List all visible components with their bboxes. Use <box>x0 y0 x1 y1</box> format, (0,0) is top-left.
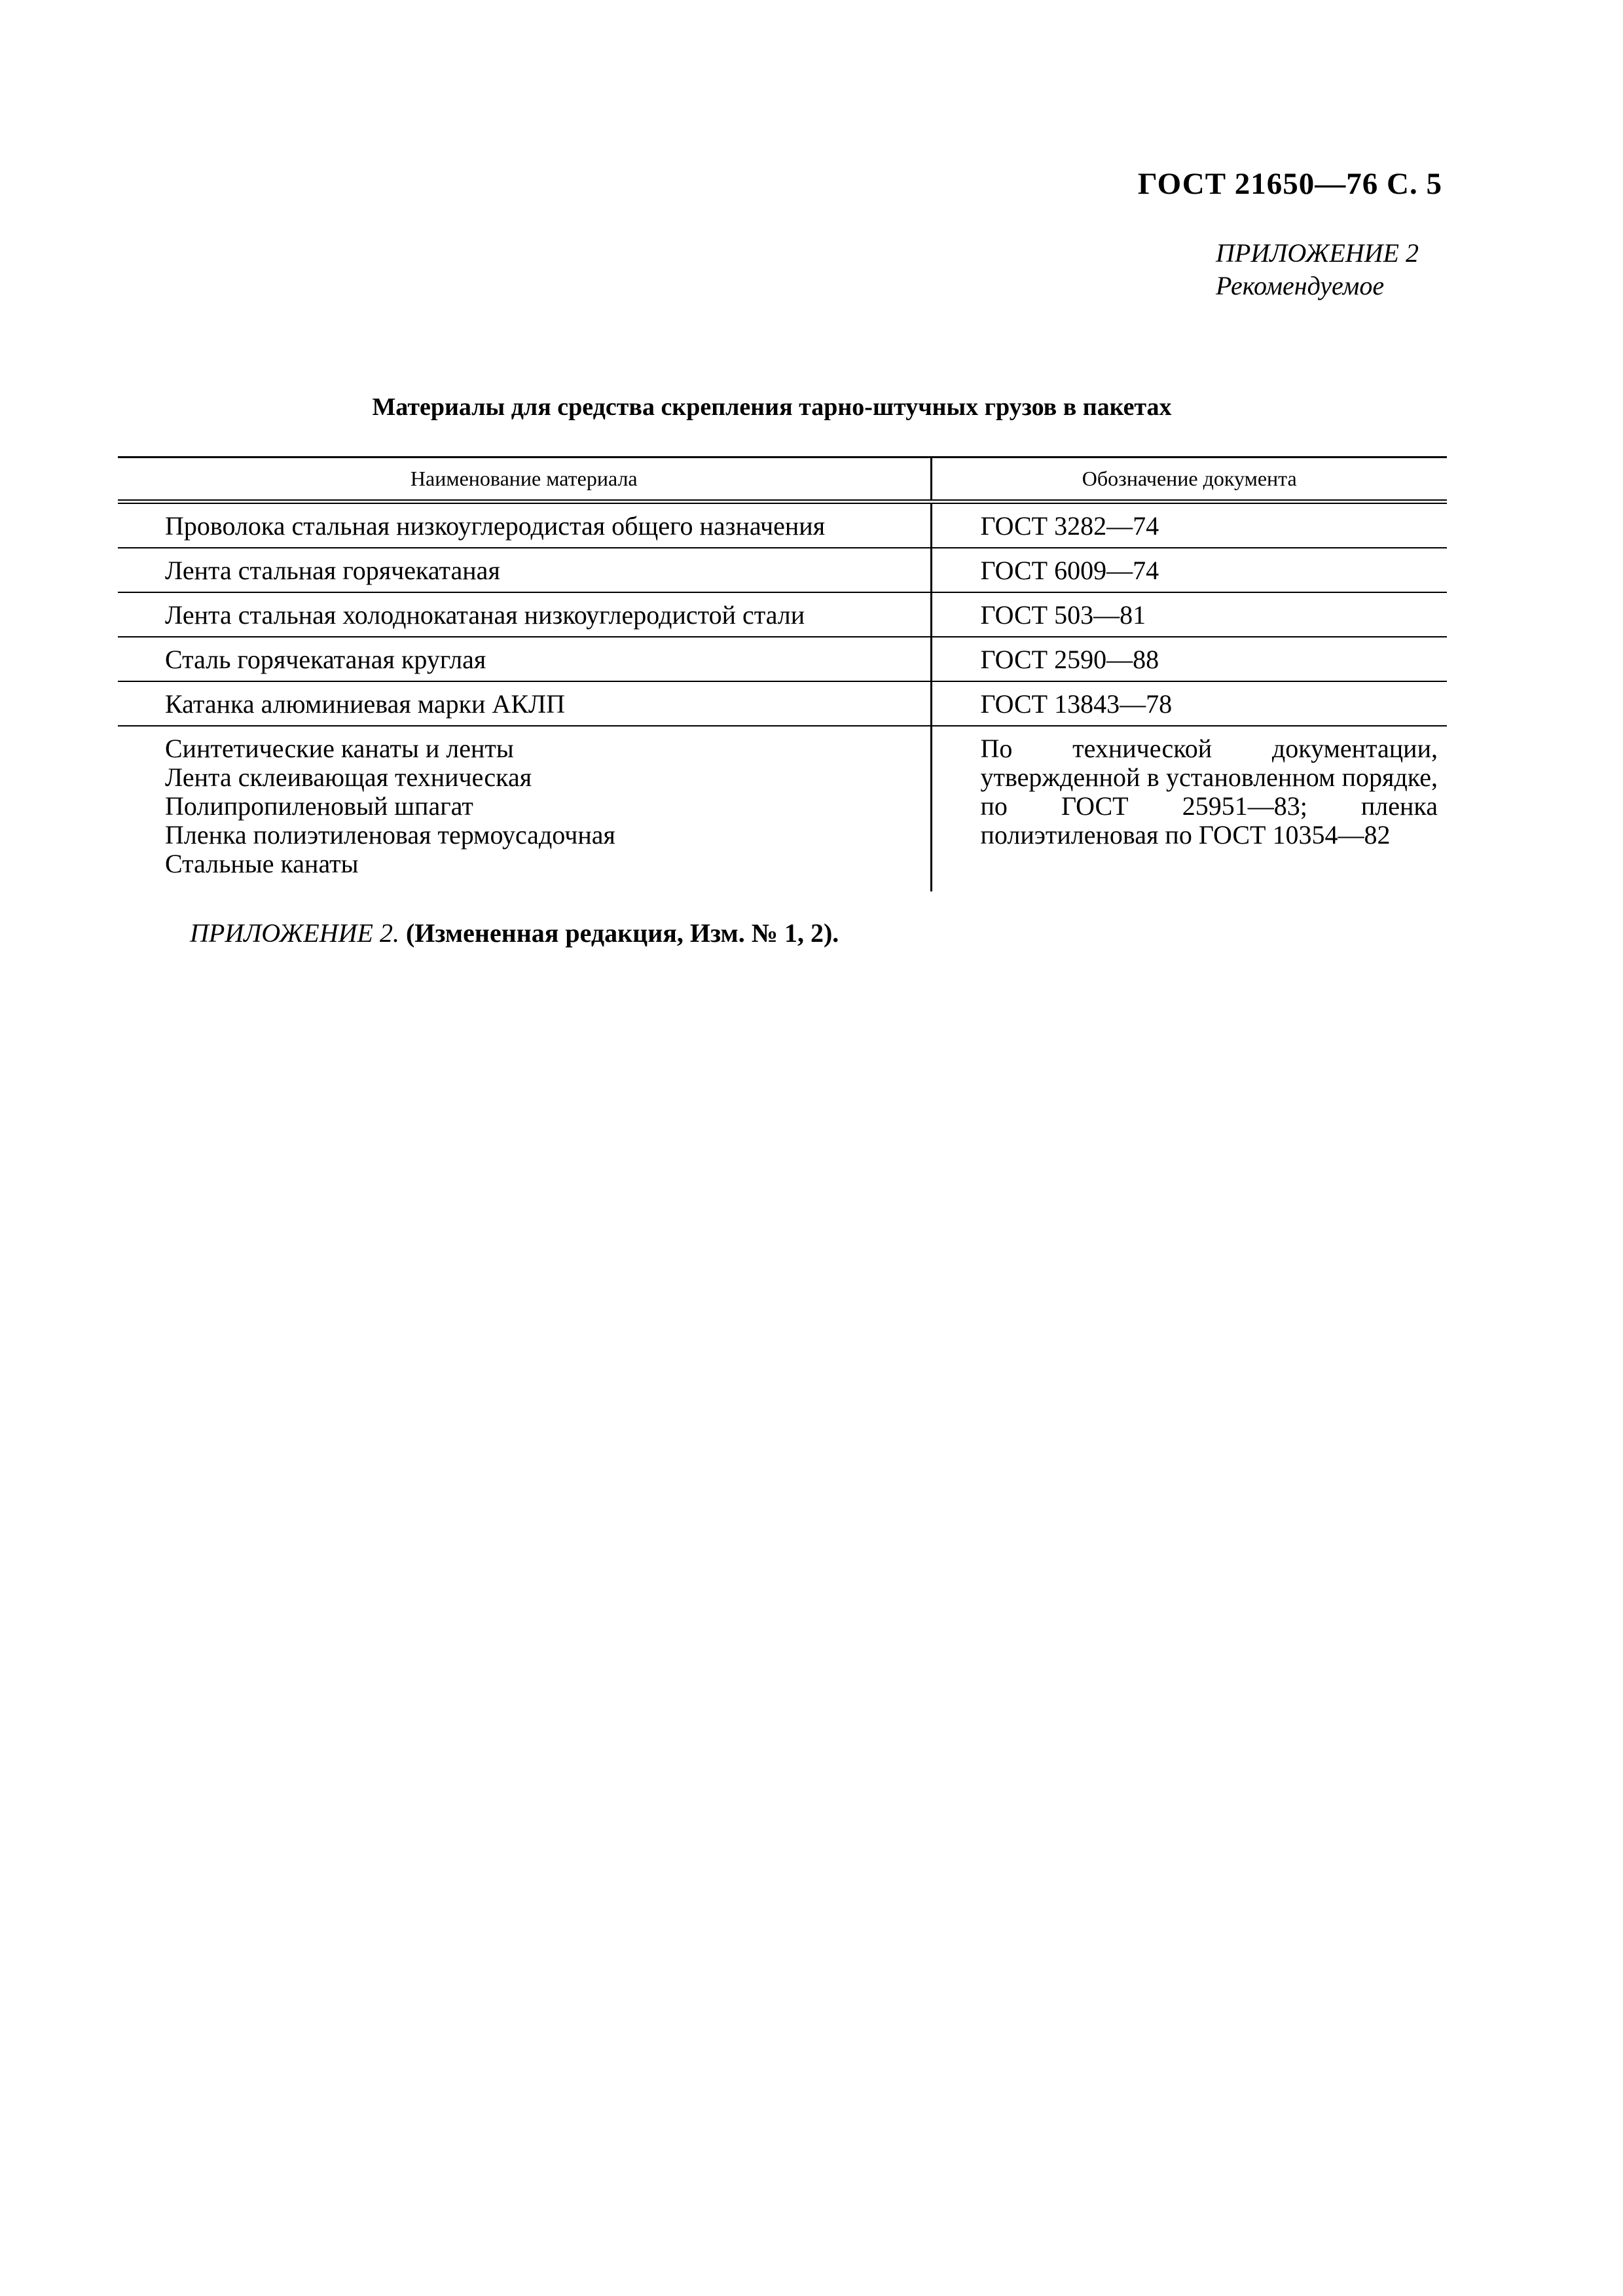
document-cell: ГОСТ 503—81 <box>931 592 1447 637</box>
material-cell: Катанка алюминиевая марки АКЛП <box>118 681 931 726</box>
material-list-cell <box>118 726 931 891</box>
table-row <box>118 592 1447 637</box>
table-row <box>118 548 1447 592</box>
table-row <box>118 637 1447 681</box>
amendment-note <box>190 918 839 948</box>
appendix-block <box>1216 237 1419 302</box>
material-cell: Проволока стальная низкоуглеродистая общего назначения <box>118 502 931 548</box>
page-header: ГОСТ 21650—76 С. 5 <box>1137 167 1442 201</box>
amendment-label: ПРИЛОЖЕНИЕ 2. <box>190 918 399 948</box>
material-item: Полипропиленовый шпагат <box>165 791 473 821</box>
document-note-cell: По технической документации, утвержденной в установленном порядке, по ГОСТ 25951—83; пленка полиэтиленовая по ГОСТ 10354—82 <box>980 734 1438 850</box>
document-cell: ГОСТ 6009—74 <box>931 548 1447 592</box>
table-row-other-materials <box>118 726 1447 891</box>
material-item: Лента склеивающая техническая <box>165 762 532 792</box>
appendix-label: ПРИЛОЖЕНИЕ 2 <box>1216 238 1419 268</box>
appendix-status: Рекомендуемое <box>1216 271 1385 300</box>
table-header-row <box>118 457 1447 502</box>
material-item: Пленка полиэтиленовая термоусадочная <box>165 820 615 850</box>
table-title: Материалы для средства скрепления тарно-штучных грузов в пакетах <box>372 393 1172 421</box>
amendment-text: (Измененная редакция, Изм. № 1, 2). <box>405 918 839 948</box>
material-item: Стальные канаты <box>165 849 359 878</box>
column-header-document: Обозначение документа <box>931 457 1447 502</box>
document-cell: ГОСТ 2590—88 <box>931 637 1447 681</box>
document-cell: ГОСТ 13843—78 <box>931 681 1447 726</box>
table-row <box>118 681 1447 726</box>
material-cell: Сталь горячекатаная круглая <box>118 637 931 681</box>
material-item: Синтетические канаты и ленты <box>165 734 514 763</box>
material-cell: Лента стальная горячекатаная <box>118 548 931 592</box>
materials-table <box>118 456 1447 891</box>
column-header-material: Наименование материала <box>118 457 931 502</box>
material-cell: Лента стальная холоднокатаная низкоуглеродистой стали <box>118 592 931 637</box>
table-row <box>118 502 1447 548</box>
document-cell: ГОСТ 3282—74 <box>931 502 1447 548</box>
